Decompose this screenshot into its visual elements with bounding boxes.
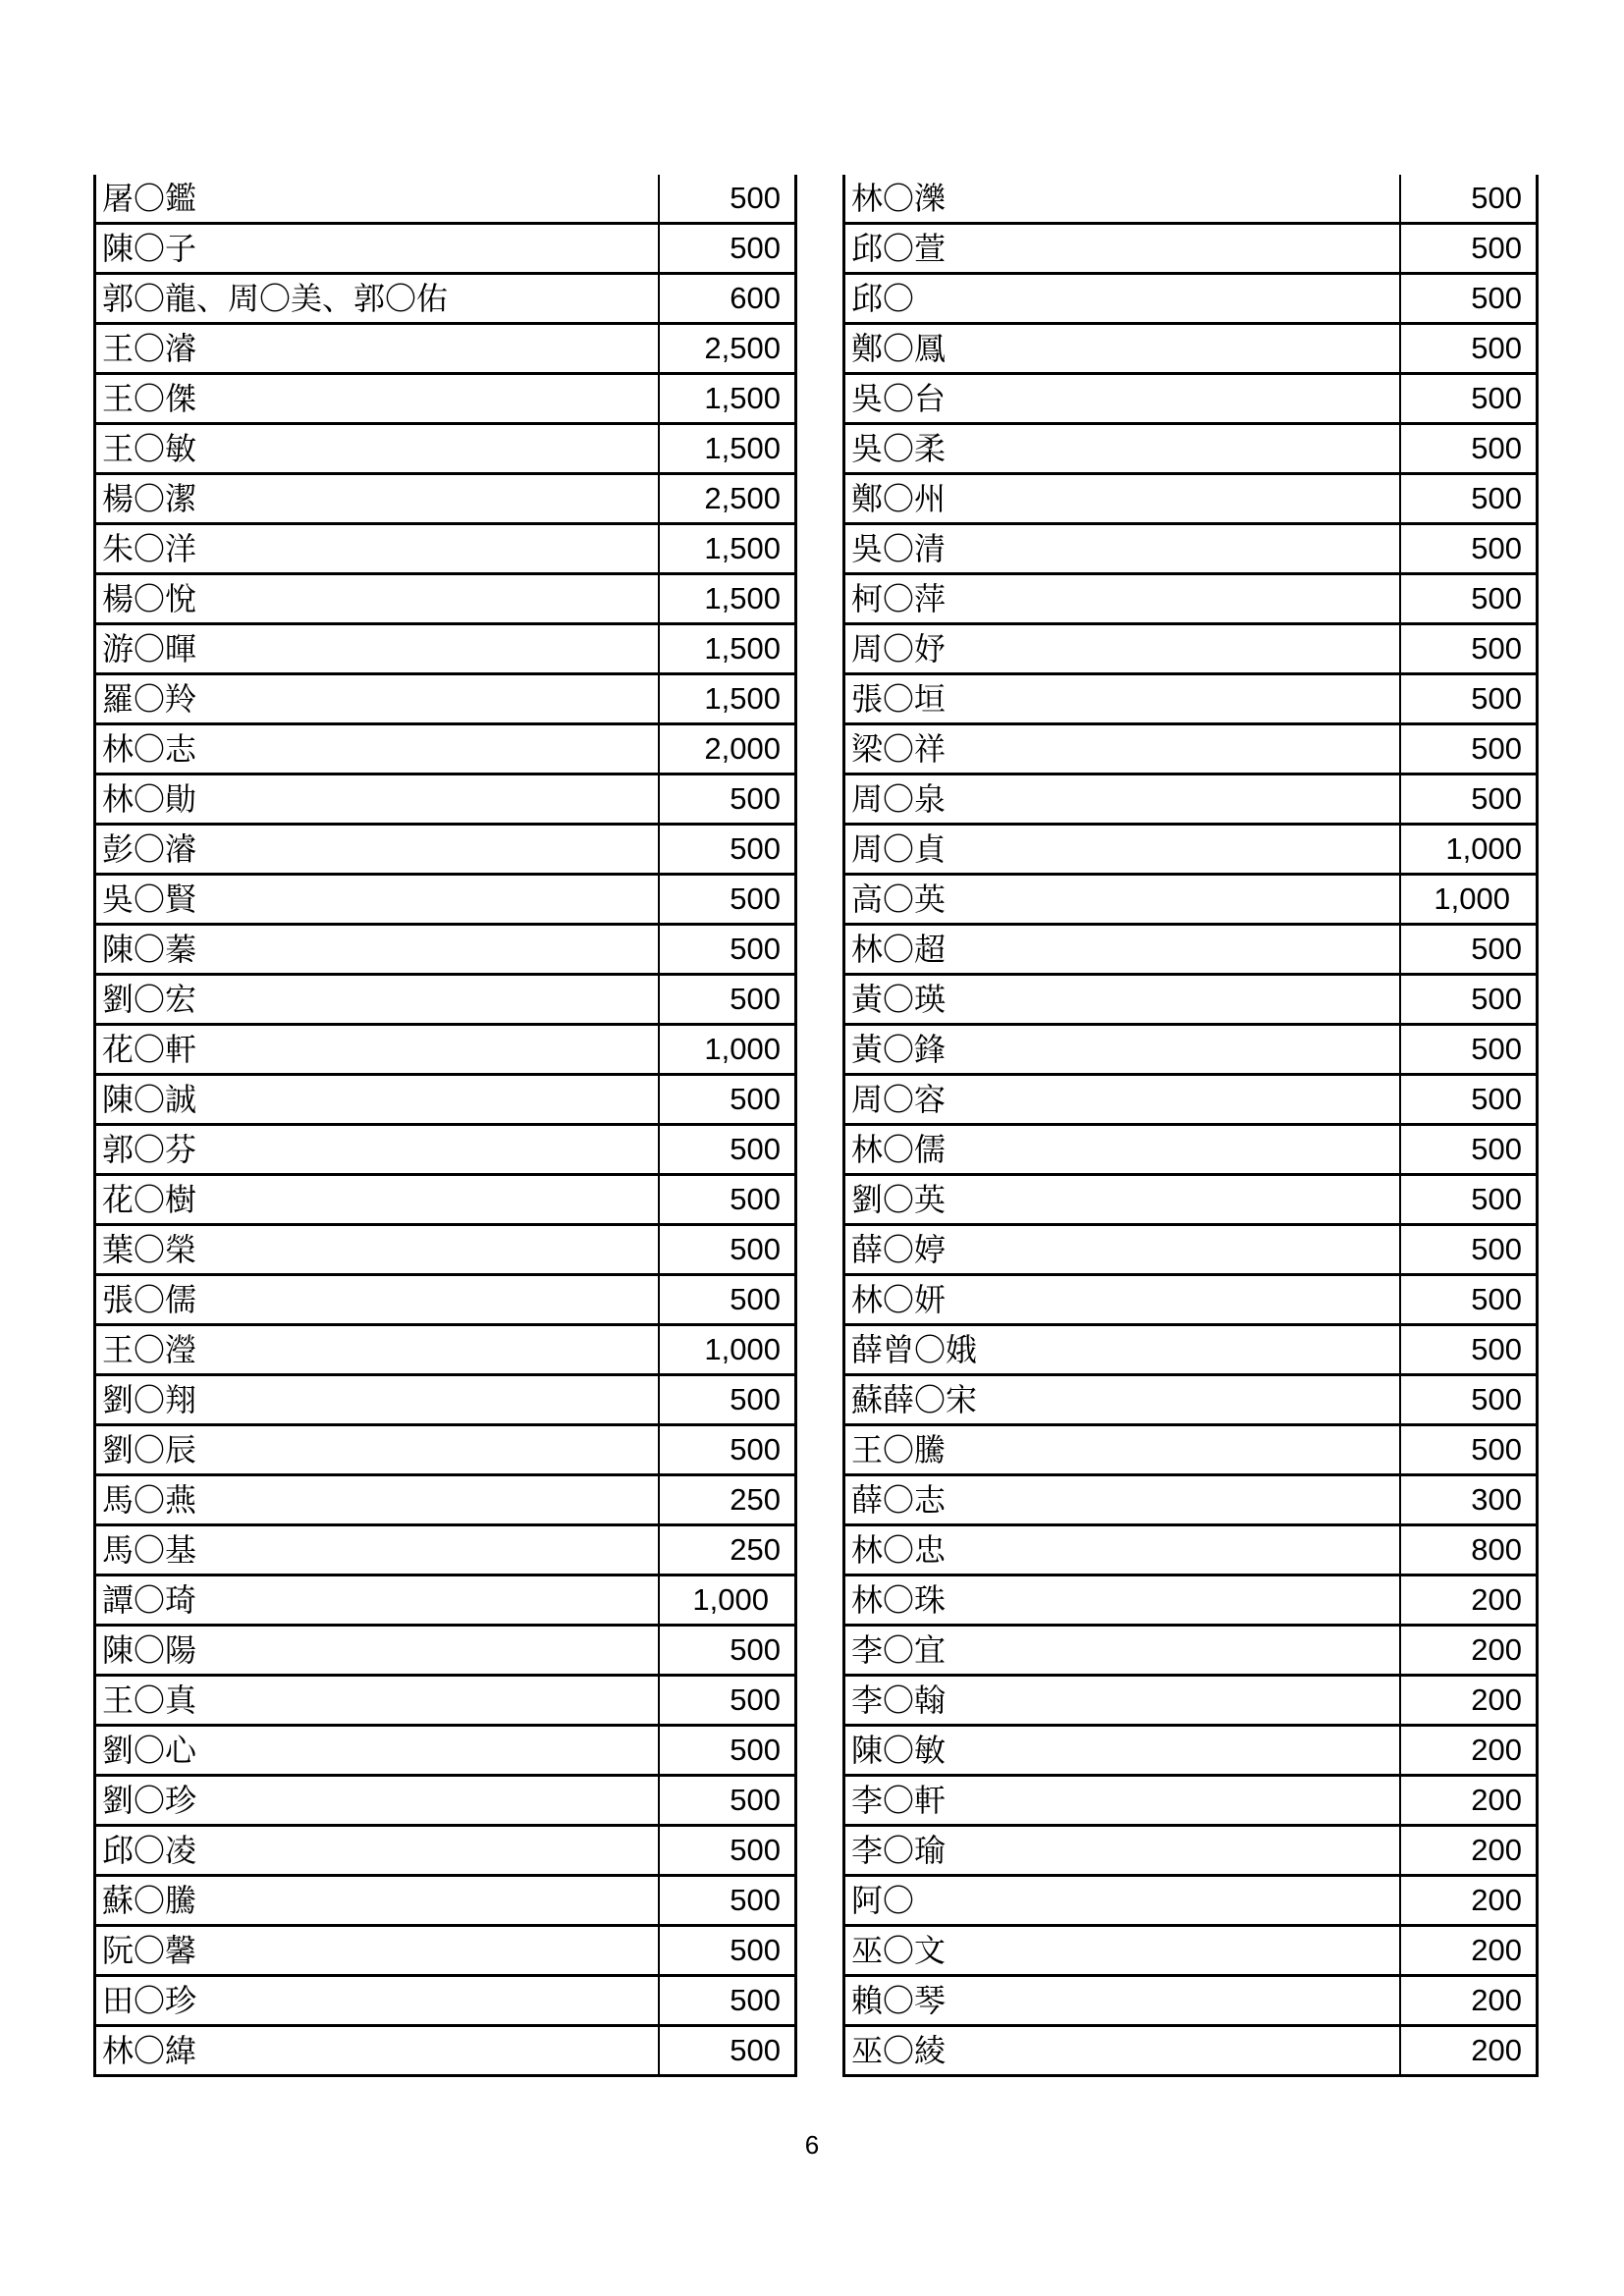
donor-name: 高〇英 — [844, 875, 1400, 925]
donation-amount: 500 — [659, 1125, 796, 1175]
donation-amount: 500 — [659, 975, 796, 1025]
donor-row — [95, 175, 796, 224]
donor-name: 張〇儒 — [95, 1275, 659, 1325]
donor-row — [844, 1976, 1538, 2026]
donation-amount: 500 — [659, 175, 796, 224]
donor-name: 花〇樹 — [95, 1175, 659, 1225]
donation-amount: 200 — [1400, 1726, 1538, 1776]
donor-row — [95, 1325, 796, 1375]
donation-amount: 1,500 — [659, 574, 796, 624]
donor-name: 林〇妍 — [844, 1275, 1400, 1325]
donor-name: 賴〇琴 — [844, 1976, 1400, 2026]
donor-name: 阿〇 — [844, 1876, 1400, 1926]
donation-amount: 200 — [1400, 1575, 1538, 1626]
donor-name: 李〇瑜 — [844, 1826, 1400, 1876]
donor-name: 鄭〇鳳 — [844, 324, 1400, 374]
donor-name: 陳〇蓁 — [95, 925, 659, 975]
donation-amount: 250 — [659, 1475, 796, 1525]
donor-row — [95, 1926, 796, 1976]
donor-row — [844, 1125, 1538, 1175]
donation-amount: 200 — [1400, 1976, 1538, 2026]
donor-row — [95, 1225, 796, 1275]
donor-row — [95, 1475, 796, 1525]
donor-name: 楊〇潔 — [95, 474, 659, 524]
donor-name: 郭〇芬 — [95, 1125, 659, 1175]
donation-amount: 600 — [659, 274, 796, 324]
donor-row — [844, 825, 1538, 875]
donor-name: 郭〇龍、周〇美、郭〇佑 — [95, 274, 659, 324]
donor-row — [844, 1225, 1538, 1275]
donation-amount: 1,000 — [1400, 875, 1538, 925]
donor-row — [844, 1425, 1538, 1475]
donor-name: 周〇妤 — [844, 624, 1400, 674]
donor-table-right — [842, 175, 1539, 2077]
donor-row — [95, 1125, 796, 1175]
donor-name: 王〇瀅 — [95, 1325, 659, 1375]
donor-name: 彭〇濬 — [95, 825, 659, 875]
donation-amount: 500 — [1400, 424, 1538, 474]
donor-name: 吳〇賢 — [95, 875, 659, 925]
donation-amount: 500 — [1400, 1025, 1538, 1075]
donor-row — [844, 774, 1538, 825]
donor-row — [844, 1025, 1538, 1075]
donor-row — [95, 724, 796, 774]
donor-row — [95, 1075, 796, 1125]
donor-name: 黃〇鋒 — [844, 1025, 1400, 1075]
donor-name: 林〇儒 — [844, 1125, 1400, 1175]
donor-row — [844, 1475, 1538, 1525]
donation-amount: 2,000 — [659, 724, 796, 774]
donation-amount: 500 — [1400, 1225, 1538, 1275]
donor-name: 王〇真 — [95, 1676, 659, 1726]
donation-amount: 500 — [1400, 524, 1538, 574]
donation-amount: 1,000 — [1400, 825, 1538, 875]
donation-amount: 500 — [659, 1375, 796, 1425]
donation-amount: 500 — [659, 2026, 796, 2076]
donor-name: 游〇暉 — [95, 624, 659, 674]
donation-amount: 500 — [659, 925, 796, 975]
donation-amount: 500 — [1400, 574, 1538, 624]
donor-row — [844, 474, 1538, 524]
donor-row — [844, 1926, 1538, 1976]
donation-amount: 500 — [659, 774, 796, 825]
donor-row — [95, 274, 796, 324]
donor-name: 馬〇基 — [95, 1525, 659, 1575]
donor-row — [844, 274, 1538, 324]
donation-amount: 300 — [1400, 1475, 1538, 1525]
donation-amount: 1,500 — [659, 374, 796, 424]
donation-amount: 1,500 — [659, 674, 796, 724]
donation-amount: 500 — [1400, 274, 1538, 324]
donor-row — [95, 474, 796, 524]
donor-name: 朱〇洋 — [95, 524, 659, 574]
donor-row — [95, 1525, 796, 1575]
donor-row — [844, 1776, 1538, 1826]
donor-name: 林〇志 — [95, 724, 659, 774]
donor-name: 屠〇鑑 — [95, 175, 659, 224]
donation-amount: 500 — [1400, 1175, 1538, 1225]
donor-name: 吳〇柔 — [844, 424, 1400, 474]
donor-table-left-body — [95, 175, 796, 2076]
donation-amount: 500 — [659, 1626, 796, 1676]
donor-name: 李〇翰 — [844, 1676, 1400, 1726]
donation-amount: 1,500 — [659, 624, 796, 674]
donor-row — [95, 925, 796, 975]
donor-table-right-body — [844, 175, 1538, 2076]
donor-row — [844, 724, 1538, 774]
donor-row — [844, 2026, 1538, 2076]
page-number: 6 — [804, 2130, 820, 2160]
donor-row — [95, 1275, 796, 1325]
donor-row — [95, 424, 796, 474]
donor-name: 黃〇瑛 — [844, 975, 1400, 1025]
donation-amount: 500 — [1400, 324, 1538, 374]
donor-name: 花〇軒 — [95, 1025, 659, 1075]
donor-row — [95, 1375, 796, 1425]
donation-amount: 500 — [1400, 975, 1538, 1025]
donation-amount: 500 — [1400, 1275, 1538, 1325]
donor-row — [95, 825, 796, 875]
donor-row — [95, 224, 796, 274]
donation-amount: 500 — [1400, 1325, 1538, 1375]
donor-name: 羅〇羚 — [95, 674, 659, 724]
donor-row — [844, 224, 1538, 274]
donor-row — [844, 1275, 1538, 1325]
donation-amount: 250 — [659, 1525, 796, 1575]
donor-name: 劉〇宏 — [95, 975, 659, 1025]
donation-amount: 500 — [1400, 374, 1538, 424]
donor-name: 鄭〇州 — [844, 474, 1400, 524]
donation-amount: 2,500 — [659, 324, 796, 374]
donor-row — [844, 324, 1538, 374]
donor-name: 陳〇誠 — [95, 1075, 659, 1125]
donor-row — [95, 1425, 796, 1475]
donor-row — [844, 1175, 1538, 1225]
donor-row — [844, 1876, 1538, 1926]
donor-name: 林〇緯 — [95, 2026, 659, 2076]
donor-row — [95, 574, 796, 624]
donor-name: 楊〇悅 — [95, 574, 659, 624]
donation-amount: 500 — [659, 825, 796, 875]
donation-amount: 200 — [1400, 2026, 1538, 2076]
donor-row — [95, 1175, 796, 1225]
donor-row — [95, 975, 796, 1025]
donor-name: 周〇泉 — [844, 774, 1400, 825]
donor-row — [95, 374, 796, 424]
donation-amount: 2,500 — [659, 474, 796, 524]
donor-row — [95, 1726, 796, 1776]
donor-row — [844, 1826, 1538, 1876]
donation-amount: 800 — [1400, 1525, 1538, 1575]
donation-amount: 500 — [1400, 724, 1538, 774]
donor-name: 陳〇陽 — [95, 1626, 659, 1676]
donor-name: 林〇珠 — [844, 1575, 1400, 1626]
donor-name: 李〇宜 — [844, 1626, 1400, 1676]
donor-name: 柯〇萍 — [844, 574, 1400, 624]
donation-amount: 500 — [1400, 175, 1538, 224]
donation-amount: 500 — [1400, 224, 1538, 274]
donor-row — [95, 674, 796, 724]
donor-name: 林〇濼 — [844, 175, 1400, 224]
donor-row — [95, 324, 796, 374]
donor-row — [844, 925, 1538, 975]
donation-amount: 500 — [1400, 1425, 1538, 1475]
donor-row — [844, 674, 1538, 724]
donor-name: 林〇忠 — [844, 1525, 1400, 1575]
donor-name: 梁〇祥 — [844, 724, 1400, 774]
donor-name: 薛〇志 — [844, 1475, 1400, 1525]
donor-name: 吳〇清 — [844, 524, 1400, 574]
donor-row — [844, 175, 1538, 224]
donor-row — [844, 1726, 1538, 1776]
donor-name: 阮〇馨 — [95, 1926, 659, 1976]
donor-name: 吳〇台 — [844, 374, 1400, 424]
donation-amount: 500 — [659, 1676, 796, 1726]
donation-amount: 500 — [1400, 474, 1538, 524]
donor-name: 薛曾〇娥 — [844, 1325, 1400, 1375]
donation-amount: 1,000 — [659, 1025, 796, 1075]
donor-row — [95, 774, 796, 825]
donor-row — [95, 1776, 796, 1826]
donation-amount: 500 — [659, 1075, 796, 1125]
donor-row — [95, 875, 796, 925]
donation-amount: 1,000 — [659, 1575, 796, 1626]
donor-name: 王〇濬 — [95, 324, 659, 374]
donor-row — [95, 1826, 796, 1876]
donor-name: 劉〇辰 — [95, 1425, 659, 1475]
donor-name: 陳〇敏 — [844, 1726, 1400, 1776]
donor-row — [95, 2026, 796, 2076]
donor-name: 王〇敏 — [95, 424, 659, 474]
donor-row — [95, 1626, 796, 1676]
donation-amount: 500 — [1400, 774, 1538, 825]
donor-row — [844, 875, 1538, 925]
donation-amount: 500 — [659, 1275, 796, 1325]
donation-amount: 500 — [659, 1826, 796, 1876]
donation-amount: 500 — [1400, 624, 1538, 674]
donor-row — [95, 1025, 796, 1075]
donor-row — [844, 624, 1538, 674]
donor-row — [844, 975, 1538, 1025]
donation-amount: 500 — [659, 875, 796, 925]
donor-name: 劉〇珍 — [95, 1776, 659, 1826]
donor-row — [844, 1575, 1538, 1626]
donor-table-left — [93, 175, 797, 2077]
donor-row — [95, 1575, 796, 1626]
donor-name: 巫〇文 — [844, 1926, 1400, 1976]
donation-amount: 500 — [1400, 925, 1538, 975]
donor-name: 劉〇英 — [844, 1175, 1400, 1225]
donor-row — [844, 574, 1538, 624]
donor-name: 蘇薛〇宋 — [844, 1375, 1400, 1425]
donor-row — [844, 1375, 1538, 1425]
donation-amount: 500 — [659, 1876, 796, 1926]
donor-name: 邱〇萱 — [844, 224, 1400, 274]
donation-amount: 500 — [1400, 674, 1538, 724]
donor-name: 薛〇婷 — [844, 1225, 1400, 1275]
donor-row — [844, 524, 1538, 574]
donor-row — [95, 1676, 796, 1726]
donation-amount: 1,000 — [659, 1325, 796, 1375]
donor-name: 張〇垣 — [844, 674, 1400, 724]
donation-amount: 500 — [1400, 1075, 1538, 1125]
donor-name: 田〇珍 — [95, 1976, 659, 2026]
donor-name: 邱〇 — [844, 274, 1400, 324]
donation-amount: 500 — [659, 1225, 796, 1275]
donor-row — [95, 1976, 796, 2026]
donor-name: 蘇〇騰 — [95, 1876, 659, 1926]
donor-name: 馬〇燕 — [95, 1475, 659, 1525]
donation-amount: 500 — [1400, 1125, 1538, 1175]
donor-name: 林〇勛 — [95, 774, 659, 825]
donor-row — [95, 624, 796, 674]
donor-name: 王〇傑 — [95, 374, 659, 424]
donor-name: 陳〇子 — [95, 224, 659, 274]
donation-amount: 500 — [659, 1425, 796, 1475]
donor-row — [844, 374, 1538, 424]
donation-amount: 1,500 — [659, 524, 796, 574]
donation-amount: 200 — [1400, 1776, 1538, 1826]
donation-amount: 500 — [659, 1776, 796, 1826]
donor-name: 王〇騰 — [844, 1425, 1400, 1475]
donor-name: 李〇軒 — [844, 1776, 1400, 1826]
donation-amount: 200 — [1400, 1876, 1538, 1926]
donor-row — [844, 1626, 1538, 1676]
donation-amount: 500 — [659, 1726, 796, 1776]
donation-amount: 500 — [659, 1175, 796, 1225]
donor-row — [844, 1676, 1538, 1726]
donor-name: 劉〇翔 — [95, 1375, 659, 1425]
donor-row — [95, 1876, 796, 1926]
donation-amount: 200 — [1400, 1676, 1538, 1726]
donation-amount: 500 — [659, 1926, 796, 1976]
donor-name: 周〇容 — [844, 1075, 1400, 1125]
donor-row — [844, 424, 1538, 474]
donor-name: 劉〇心 — [95, 1726, 659, 1776]
donor-row — [95, 524, 796, 574]
donor-name: 譚〇琦 — [95, 1575, 659, 1626]
donor-row — [844, 1325, 1538, 1375]
donor-row — [844, 1525, 1538, 1575]
donation-amount: 200 — [1400, 1626, 1538, 1676]
donor-name: 葉〇榮 — [95, 1225, 659, 1275]
donor-name: 邱〇凌 — [95, 1826, 659, 1876]
donation-amount: 1,500 — [659, 424, 796, 474]
donor-name: 林〇超 — [844, 925, 1400, 975]
donation-amount: 200 — [1400, 1826, 1538, 1876]
donor-name: 周〇貞 — [844, 825, 1400, 875]
donation-amount: 500 — [659, 1976, 796, 2026]
donation-amount: 500 — [1400, 1375, 1538, 1425]
donation-amount: 200 — [1400, 1926, 1538, 1976]
donor-row — [844, 1075, 1538, 1125]
donor-name: 巫〇綾 — [844, 2026, 1400, 2076]
donation-amount: 500 — [659, 224, 796, 274]
